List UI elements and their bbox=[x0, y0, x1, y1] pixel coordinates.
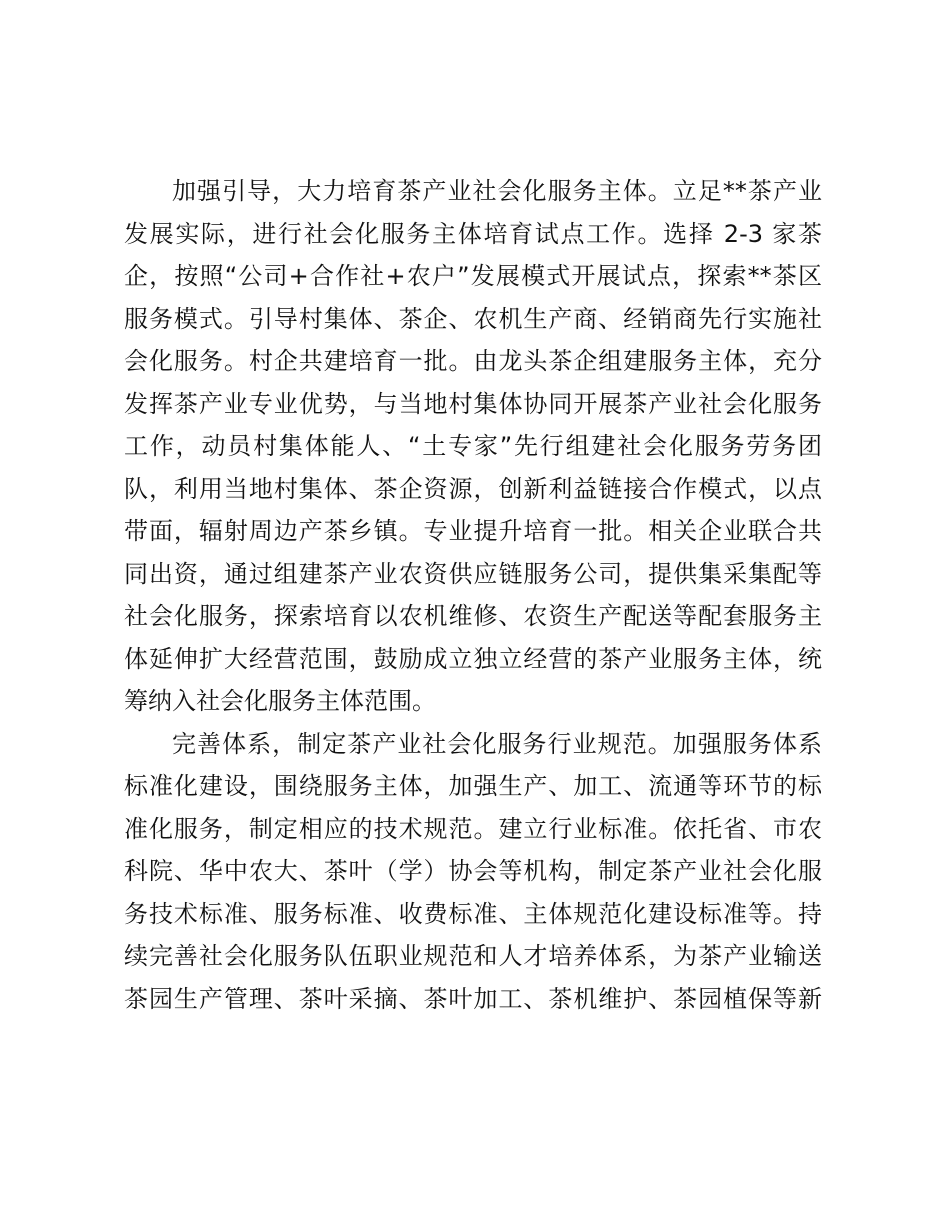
document-body bbox=[124, 170, 822, 1020]
paragraph-1-line-4: 服务模式。引导村集体、茶企、农机生产商、经销商先行实施社 bbox=[124, 304, 822, 333]
paragraph-1-line-7: 工作，动员村集体能人、“土专家”先行组建社会化服务劳务团 bbox=[124, 432, 822, 460]
paragraph-1-line-6: 发挥茶产业专业优势，与当地村集体协同开展茶产业社会化服务 bbox=[124, 389, 822, 418]
paragraph-1-line-2: 发展实际，进行社会化服务主体培育试点工作。选择 2-3 家茶 bbox=[124, 219, 822, 248]
paragraph-1-line-12: 体延伸扩大经营范围，鼓励成立独立经营的茶产业服务主体，统 bbox=[124, 644, 822, 673]
paragraph-1-line-3: 企，按照“公司+合作社+农户”发展模式开展试点，探索**茶区 bbox=[124, 262, 822, 290]
paragraph-2-line-5: 务技术标准、服务标准、收费标准、主体规范化建设标准等。持 bbox=[124, 899, 822, 928]
paragraph-1-line-10: 同出资，通过组建茶产业农资供应链服务公司，提供集采集配等 bbox=[124, 559, 822, 588]
paragraph-1-line-11: 社会化服务，探索培育以农机维修、农资生产配送等配套服务主 bbox=[124, 602, 822, 630]
paragraph-2-line-2: 标准化建设，围绕服务主体，加强生产、加工、流通等环节的标 bbox=[124, 772, 822, 800]
paragraph-1-line-5: 会化服务。村企共建培育一批。由龙头茶企组建服务主体，充分 bbox=[124, 347, 822, 375]
paragraph-2-line-3: 准化服务，制定相应的技术规范。建立行业标准。依托省、市农 bbox=[124, 814, 822, 843]
paragraph-1-line-8: 队，利用当地村集体、茶企资源，创新利益链接合作模式，以点 bbox=[124, 474, 822, 503]
paragraph-1-line-9: 带面，辐射周边产茶乡镇。专业提升培育一批。相关企业联合共 bbox=[124, 517, 822, 545]
paragraph-1-line-1: 加强引导，大力培育茶产业社会化服务主体。立足**茶产业 bbox=[172, 177, 822, 205]
paragraph-2-line-6: 续完善社会化服务队伍职业规范和人才培养体系，为茶产业输送 bbox=[124, 942, 822, 970]
paragraph-2-line-4: 科院、华中农大、茶叶（学）协会等机构，制定茶产业社会化服 bbox=[124, 857, 822, 885]
paragraph-1-line-13: 筹纳入社会化服务主体范围。 bbox=[124, 687, 436, 715]
paragraph-2-line-1: 完善体系，制定茶产业社会化服务行业规范。加强服务体系 bbox=[172, 729, 822, 758]
paragraph-2-line-7: 茶园生产管理、茶叶采摘、茶叶加工、茶机维护、茶园植保等新 bbox=[124, 984, 822, 1013]
